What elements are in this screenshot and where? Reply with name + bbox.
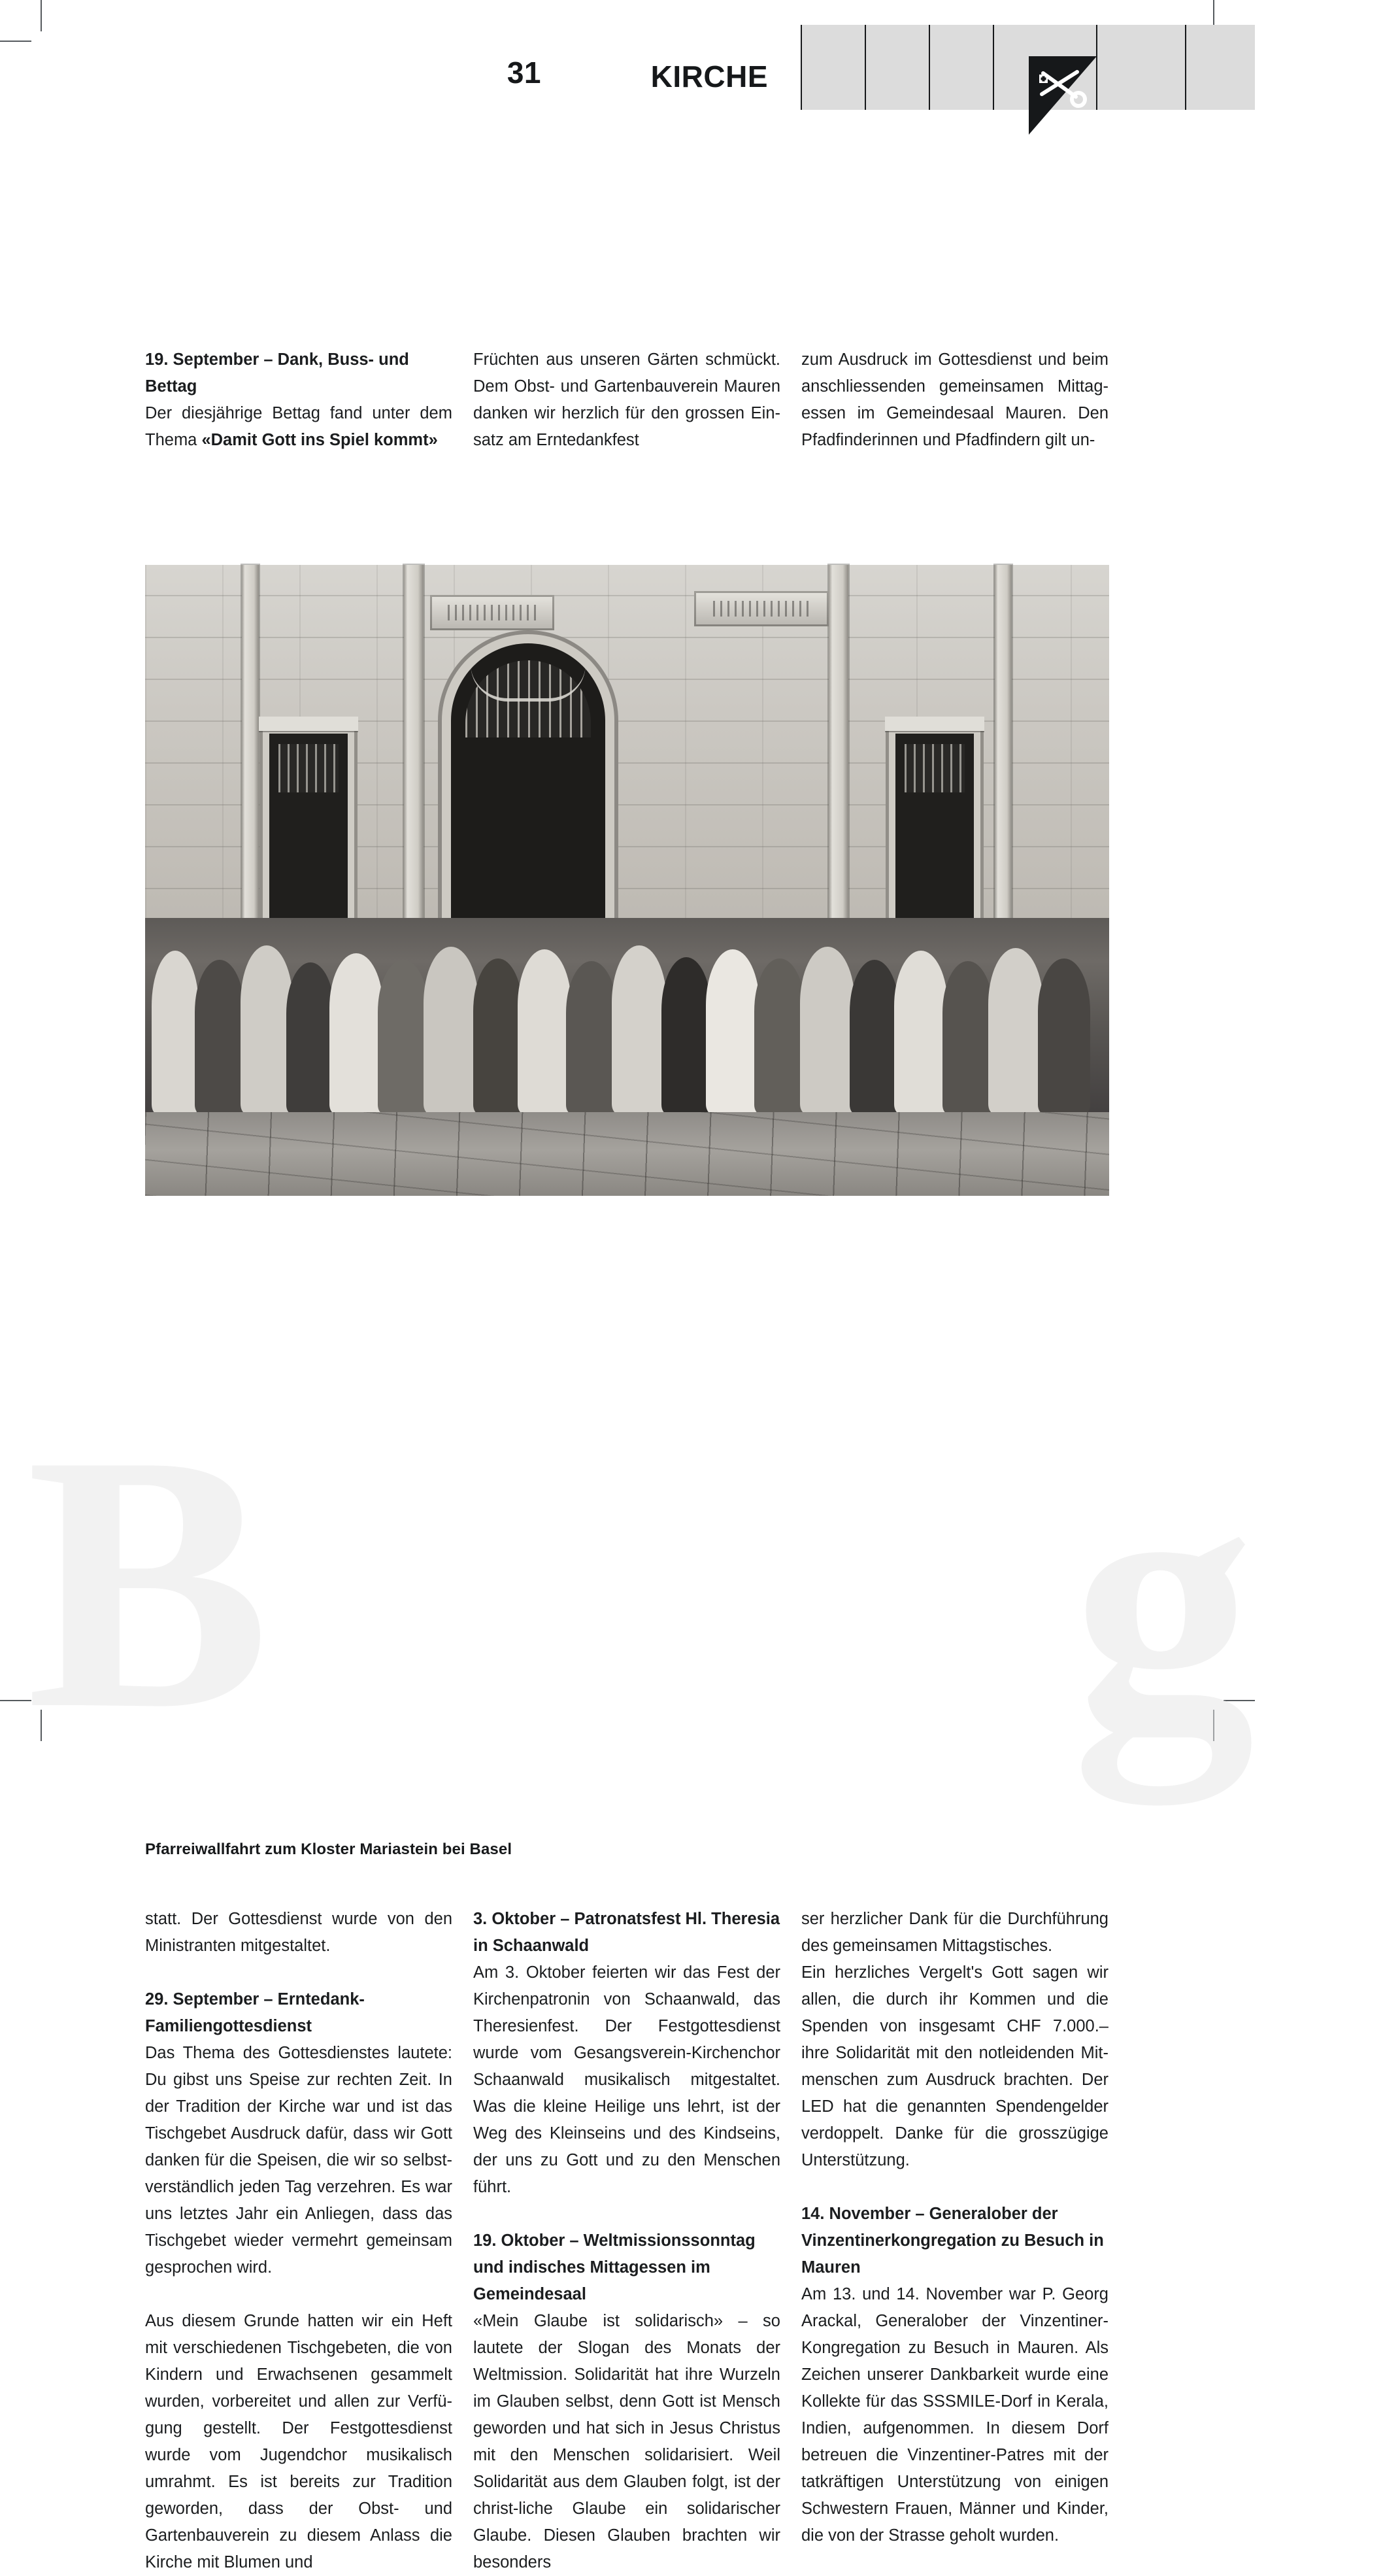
page-number: 31 bbox=[507, 56, 541, 90]
crop-mark-bottom-right-horizontal bbox=[1224, 1700, 1255, 1701]
subheading-bettag: 19. September – Dank, Buss- und Bettag bbox=[145, 350, 409, 396]
facade-pilaster-1 bbox=[242, 565, 259, 931]
subheading-weltmissionssonntag: 19. Oktober – Weltmissionssonntag und indisches Mittagessen im Gemeindesaal bbox=[473, 2231, 756, 2303]
paragraph-arackal-besuch: Am 13. und 14. November war P. Georg Arackal, Generalober der Vinzentiner-Kongregation zu Besuch in Mauren. Als Zeichen unserer Dankbarkeit wurde eine Kollekte für das SSSMILE-Dorf in Kerala, Indien, aufgenommen. In diesem Dorf betreuen die Vinzentiner-Patres mit der tatkräftigen Unterstützung von einigen Schwestern Frauen, Männer und Kinder, die von der Strasse geholt wurden. bbox=[801, 2285, 1108, 2545]
paragraph-mittagstisch-dank: ser herzlicher Dank für die Durchführung des gemeinsamen Mittagstisches. bbox=[801, 1910, 1108, 1955]
side-door-right-grille bbox=[905, 744, 965, 792]
paragraph-erntedank-thanks: Früchten aus unseren Gärten schmückt. Dem Obst- und Gartenbauverein Mauren danken wir herzlich für den grossen Ein-satz am Erntedankfest bbox=[473, 350, 780, 449]
photo-caption: Pfarreiwallfahrt zum Kloster Mariastein bei Basel bbox=[145, 1840, 512, 1858]
lower-column-1 bbox=[145, 1906, 452, 2576]
bettag-motto: «Damit Gott ins Spiel kommt» bbox=[201, 431, 438, 449]
crop-mark-bottom-right-vertical bbox=[1213, 1710, 1214, 1741]
side-door-left-grille bbox=[278, 744, 339, 792]
lower-column-3 bbox=[801, 1906, 1108, 2576]
bar-divider-1 bbox=[801, 25, 802, 110]
side-door-right-lintel bbox=[885, 717, 984, 731]
background-watermark bbox=[0, 1321, 1255, 1805]
bar-divider-3 bbox=[929, 25, 930, 110]
paragraph-ministranten: statt. Der Gottesdienst wurde von den Ministranten mitgestaltet. bbox=[145, 1910, 452, 1955]
facade-pilaster-3 bbox=[829, 565, 848, 931]
facade-plaque-left bbox=[430, 595, 554, 630]
crop-mark-bottom-left-horizontal bbox=[0, 1700, 31, 1701]
page-masthead bbox=[0, 25, 1255, 110]
facade-plaque-right bbox=[694, 591, 829, 626]
upper-column-2 bbox=[473, 347, 780, 454]
side-door-left bbox=[269, 734, 348, 931]
photo-scene bbox=[145, 565, 1109, 1196]
mauren-coat-of-arms-icon bbox=[1029, 56, 1097, 135]
plaza-paving bbox=[145, 1112, 1109, 1196]
bar-divider-4 bbox=[993, 25, 994, 110]
paragraph-weltmission: «Mein Glaube ist solidarisch» – so lautete der Slogan des Monats der Weltmission. Solidarität hat ihre Wurzeln im Glauben selbst, denn Gott ist Mensch geworden und hat sich in Jesus Christus mit den Menschen solidarisiert. Weil Solidarität aus dem Glauben folgt, ist der christ-liche Glaube ein solidarischer Glaube. Diesen Glauben brachten wir besonders bbox=[473, 2312, 780, 2571]
watermark-glyph-right: g bbox=[1072, 1399, 1255, 1805]
main-church-portal bbox=[451, 643, 605, 931]
side-door-left-lintel bbox=[259, 717, 358, 731]
subheading-erntedank: 29. September – Erntedank-Familiengottesdienst bbox=[145, 1990, 365, 2035]
paragraph-theresienfest: Am 3. Oktober feierten wir das Fest der Kirchenpatronin von Schaanwald, das Theresienfest. Der Festgottesdienst wurde vom Gesangsverein-Kirchenchor Schaanwald musikalisch mitgestaltet. Was die kleine Heilige uns lehrt, ist der Weg des Kleinseins und des Kindseins, der uns zu Gott und zu den Menschen führt. bbox=[473, 1963, 780, 2196]
facade-pilaster-4 bbox=[995, 565, 1012, 931]
paragraph-gottesdienst-ausdruck: zum Ausdruck im Gottesdienst und beim anschliessenden gemeinsamen Mittag-essen im Gemeindesaal Mauren. Den Pfadfinderinnen und Pfadfindern gilt un- bbox=[801, 350, 1108, 449]
bar-divider-6 bbox=[1185, 25, 1186, 110]
subheading-generalober: 14. November – Generalober der Vinzentinerkongregation zu Besuch in Mauren bbox=[801, 2205, 1104, 2277]
lower-column-2 bbox=[473, 1906, 780, 2576]
bar-divider-2 bbox=[865, 25, 866, 110]
paragraph-spenden: Ein herzliches Vergelt's Gott sagen wir allen, die durch ihr Kommen und die Spenden von insgesamt CHF 7.000.– ihre Solidarität mit den notleidenden Mit-menschen zum Ausdruck brachten. Der LED hat die genannten Spendengelder verdoppelt. Danke für die grosszügige Unterstützung. bbox=[801, 1963, 1108, 2169]
side-door-right bbox=[895, 734, 974, 931]
upper-text-block bbox=[145, 347, 1109, 454]
paragraph-tischgebete-heft: Aus diesem Grunde hatten wir ein Heft mit verschiedenen Tischgebeten, die von Kindern und Erwachsenen gesammelt wurden, vorbereitet und allen zur Verfü-gung gestellt. Der Festgottesdienst wurde vom Jugendchor musikalisch umrahmt. Es ist bereits zur Tradition geworden, dass der Obst- und Gartenbauverein zu diesem Anlass die Kirche mit Blumen und bbox=[145, 2312, 452, 2571]
paragraph-erntedank-thema: Das Thema des Gottesdienstes lautete: Du gibst uns Speise zur rechten Zeit. In der Tradition der Kirche war und ist das Tischgebet Ausdruck dafür, dass wir Gott danken für die Speisen, die wir so selbst-verständlich jeden Tag verzehren. Es war uns letztes Jahr ein Anliegen, dass das Tischgebet wieder vermehrt gemeinsam gesprochen wird. bbox=[145, 2044, 452, 2277]
section-title: KIRCHE bbox=[650, 59, 768, 93]
upper-column-1 bbox=[145, 347, 452, 454]
facade-pilaster-2 bbox=[404, 565, 424, 931]
paragraph-bettag-lead bbox=[145, 400, 452, 454]
masthead-decorative-bar bbox=[801, 25, 1255, 110]
bettag-lead-text: Der diesjährige Bettag fand unter dem Thema bbox=[145, 404, 452, 449]
watermark-glyph-left: B bbox=[26, 1380, 271, 1785]
pilgrim-group bbox=[145, 918, 1109, 1114]
lower-text-block bbox=[145, 1906, 1109, 2576]
crop-mark-bottom-left-vertical bbox=[41, 1710, 42, 1741]
subheading-patronatsfest: 3. Oktober – Patronatsfest Hl. Theresia in Schaanwald bbox=[473, 1910, 780, 1955]
pilgrimage-photo bbox=[145, 565, 1109, 1196]
upper-column-3 bbox=[801, 347, 1108, 454]
